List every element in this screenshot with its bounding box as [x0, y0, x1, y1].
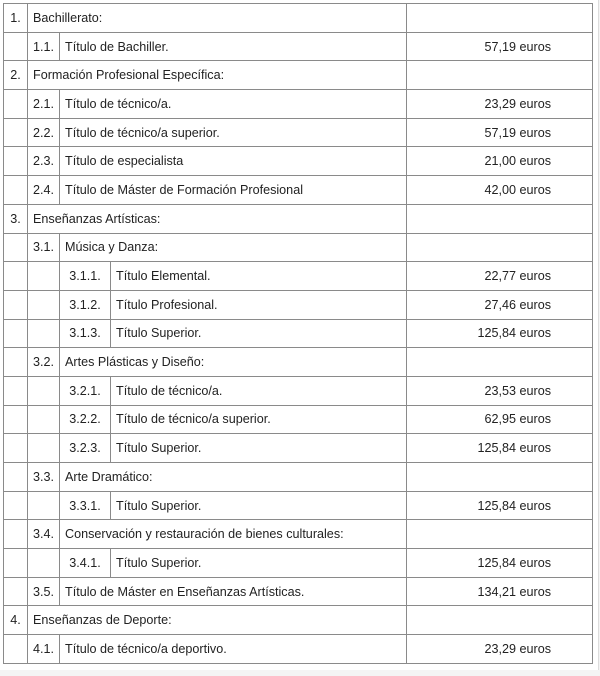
- indent-cell: [4, 233, 28, 262]
- row-number: 3.4.1.: [60, 549, 111, 578]
- row-label: Conservación y restauración de bienes culturales:: [60, 520, 407, 549]
- table-row: [4, 204, 593, 233]
- row-label: Formación Profesional Específica:: [28, 61, 407, 90]
- indent-cell: [4, 262, 28, 291]
- table-row: [4, 520, 593, 549]
- indent-cell: [4, 405, 28, 434]
- row-fee-value: 125,84 euros: [407, 434, 593, 463]
- indent-cell: [4, 376, 28, 405]
- indent-cell: [4, 348, 28, 377]
- row-label: Título de técnico/a deportivo.: [60, 635, 407, 664]
- row-label: Título de especialista: [60, 147, 407, 176]
- row-fee-value: 23,53 euros: [407, 376, 593, 405]
- table-row: [4, 376, 593, 405]
- row-number: 3.3.: [28, 463, 60, 492]
- table-row: [4, 577, 593, 606]
- row-fee-value: 42,00 euros: [407, 176, 593, 205]
- row-number: 3.1.: [28, 233, 60, 262]
- row-fee-value: [407, 204, 593, 233]
- row-number: 3.1.2.: [60, 290, 111, 319]
- row-label: Bachillerato:: [28, 4, 407, 33]
- table-row: [4, 233, 593, 262]
- row-label: Título Elemental.: [111, 262, 407, 291]
- row-fee-value: [407, 463, 593, 492]
- row-label: Título Profesional.: [111, 290, 407, 319]
- row-fee-value: 23,29 euros: [407, 90, 593, 119]
- row-number: 2.4.: [28, 176, 60, 205]
- table-row: [4, 290, 593, 319]
- row-number: 1.: [4, 4, 28, 33]
- row-label: Título de Máster de Formación Profesional: [60, 176, 407, 205]
- table-row: [4, 118, 593, 147]
- indent-cell: [28, 434, 60, 463]
- table-row: [4, 319, 593, 348]
- row-number: 2.3.: [28, 147, 60, 176]
- indent-cell: [4, 577, 28, 606]
- row-number: 3.5.: [28, 577, 60, 606]
- table-row: [4, 32, 593, 61]
- indent-cell: [4, 319, 28, 348]
- table-row: [4, 549, 593, 578]
- row-number: 3.1.1.: [60, 262, 111, 291]
- row-fee-value: 22,77 euros: [407, 262, 593, 291]
- row-label: Enseñanzas de Deporte:: [28, 606, 407, 635]
- indent-cell: [28, 376, 60, 405]
- table-row: [4, 262, 593, 291]
- table-row: [4, 606, 593, 635]
- row-label: Título de técnico/a.: [60, 90, 407, 119]
- indent-cell: [4, 90, 28, 119]
- table-row: [4, 61, 593, 90]
- row-label: Título Superior.: [111, 434, 407, 463]
- fees-table: [3, 3, 593, 664]
- row-number: 3.2.1.: [60, 376, 111, 405]
- row-label: Título Superior.: [111, 319, 407, 348]
- row-label: Título de técnico/a.: [111, 376, 407, 405]
- row-number: 2.2.: [28, 118, 60, 147]
- row-fee-value: 62,95 euros: [407, 405, 593, 434]
- row-fee-value: 57,19 euros: [407, 118, 593, 147]
- table-row: [4, 176, 593, 205]
- row-number: 4.1.: [28, 635, 60, 664]
- table-row: [4, 635, 593, 664]
- table-row: [4, 491, 593, 520]
- table-row: [4, 463, 593, 492]
- indent-cell: [4, 147, 28, 176]
- table-row: [4, 434, 593, 463]
- row-number: 2.: [4, 61, 28, 90]
- indent-cell: [28, 405, 60, 434]
- indent-cell: [4, 520, 28, 549]
- indent-cell: [4, 290, 28, 319]
- indent-cell: [4, 463, 28, 492]
- indent-cell: [4, 549, 28, 578]
- row-fee-value: 21,00 euros: [407, 147, 593, 176]
- row-number: 3.3.1.: [60, 491, 111, 520]
- row-number: 3.2.2.: [60, 405, 111, 434]
- table-row: [4, 90, 593, 119]
- row-fee-value: [407, 4, 593, 33]
- row-fee-value: 134,21 euros: [407, 577, 593, 606]
- row-fee-value: [407, 348, 593, 377]
- row-fee-value: 125,84 euros: [407, 319, 593, 348]
- row-label: Música y Danza:: [60, 233, 407, 262]
- row-label: Título de Bachiller.: [60, 32, 407, 61]
- row-label: Artes Plásticas y Diseño:: [60, 348, 407, 377]
- row-label: Título Superior.: [111, 491, 407, 520]
- row-number: 4.: [4, 606, 28, 635]
- row-number: 2.1.: [28, 90, 60, 119]
- row-number: 3.1.3.: [60, 319, 111, 348]
- indent-cell: [4, 32, 28, 61]
- row-fee-value: [407, 233, 593, 262]
- row-fee-value: [407, 520, 593, 549]
- row-number: 3.4.: [28, 520, 60, 549]
- row-label: Arte Dramático:: [60, 463, 407, 492]
- row-number: 3.2.: [28, 348, 60, 377]
- table-row: [4, 405, 593, 434]
- row-number: 3.: [4, 204, 28, 233]
- row-fee-value: 23,29 euros: [407, 635, 593, 664]
- row-fee-value: 57,19 euros: [407, 32, 593, 61]
- indent-cell: [4, 118, 28, 147]
- row-label: Título de técnico/a superior.: [60, 118, 407, 147]
- row-fee-value: 27,46 euros: [407, 290, 593, 319]
- row-label: Título Superior.: [111, 549, 407, 578]
- indent-cell: [4, 176, 28, 205]
- row-label: Título de técnico/a superior.: [111, 405, 407, 434]
- row-fee-value: 125,84 euros: [407, 491, 593, 520]
- indent-cell: [4, 434, 28, 463]
- indent-cell: [4, 635, 28, 664]
- table-row: [4, 147, 593, 176]
- row-label: Enseñanzas Artísticas:: [28, 204, 407, 233]
- row-number: 3.2.3.: [60, 434, 111, 463]
- fees-table-body: [4, 4, 593, 664]
- table-row: [4, 4, 593, 33]
- indent-cell: [28, 262, 60, 291]
- row-fee-value: 125,84 euros: [407, 549, 593, 578]
- indent-cell: [4, 491, 28, 520]
- indent-cell: [28, 549, 60, 578]
- indent-cell: [28, 290, 60, 319]
- indent-cell: [28, 319, 60, 348]
- row-label: Título de Máster en Enseñanzas Artísticas.: [60, 577, 407, 606]
- row-fee-value: [407, 61, 593, 90]
- row-number: 1.1.: [28, 32, 60, 61]
- row-fee-value: [407, 606, 593, 635]
- indent-cell: [28, 491, 60, 520]
- table-row: [4, 348, 593, 377]
